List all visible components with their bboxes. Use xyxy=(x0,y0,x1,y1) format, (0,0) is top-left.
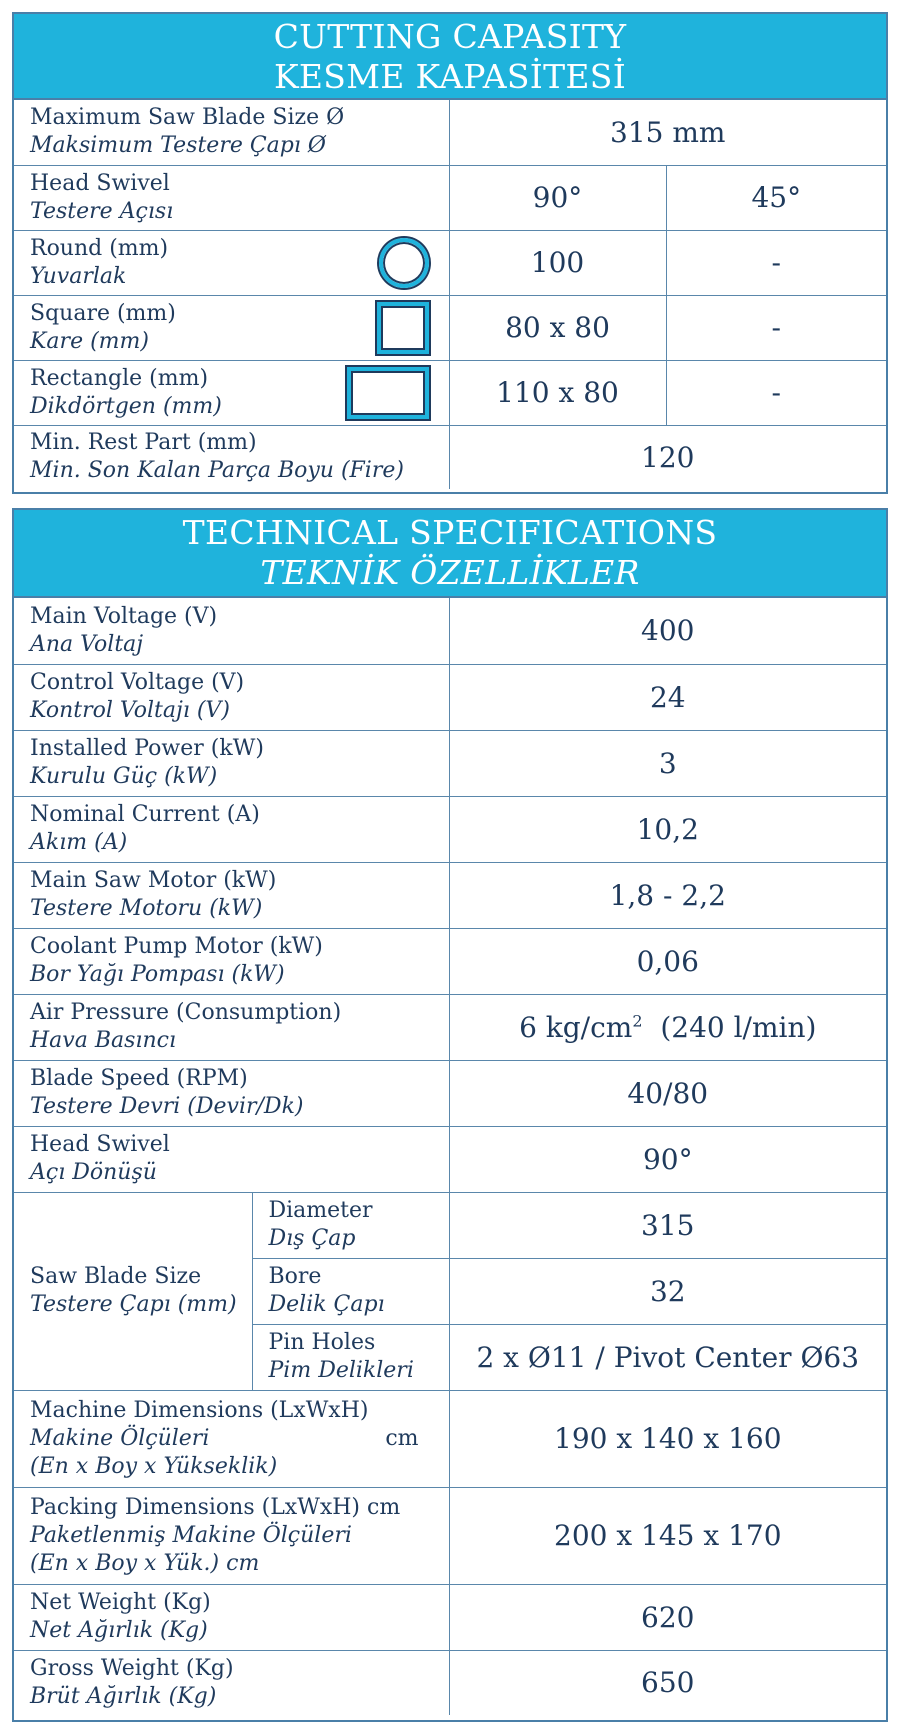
cutting-title-tr: KESME KAPASİTESİ xyxy=(273,57,627,96)
table-row xyxy=(14,1192,886,1258)
label-en: Rectangle (mm) xyxy=(30,365,209,391)
technical-title-tr: TEKNİK ÖZELLİKLER xyxy=(260,553,640,592)
table-row xyxy=(14,100,886,165)
table-row xyxy=(14,1650,886,1715)
spec-value: 315 xyxy=(449,1192,886,1258)
spec-value: 2 x Ø11 / Pivot Center Ø63 xyxy=(449,1324,886,1390)
label-en: Gross Weight (Kg) xyxy=(30,1655,234,1681)
spec-label xyxy=(14,796,449,862)
spec-label xyxy=(14,1650,449,1715)
value-45: - xyxy=(666,230,886,295)
value-90: 80 x 80 xyxy=(449,295,666,360)
label-en: Round (mm) xyxy=(30,235,169,261)
label-en: Main Saw Motor (kW) xyxy=(30,868,277,893)
label-tr: Makine Ölçüleri xyxy=(30,1425,210,1451)
label-en: Packing Dimensions (LxWxH) cm xyxy=(30,1494,401,1520)
label-tr: Bor Yağı Pompası (kW) xyxy=(30,962,285,987)
spec-label xyxy=(14,862,449,928)
table-row xyxy=(14,928,886,994)
table-row xyxy=(14,796,886,862)
label-tr: Yuvarlak xyxy=(30,263,127,289)
label-tr: Dikdörtgen (mm) xyxy=(30,393,222,419)
sub-label xyxy=(252,1192,449,1258)
spec-value: 90° xyxy=(449,1126,886,1192)
label-tr: Delik Çapı xyxy=(268,1292,385,1317)
spec-value: 400 xyxy=(449,598,886,664)
spec-label xyxy=(14,100,449,165)
table-row xyxy=(14,1584,886,1650)
spec-value: 24 xyxy=(449,664,886,730)
label-en: Maximum Saw Blade Size Ø xyxy=(30,105,345,131)
spec-value: 190 x 140 x 160 xyxy=(449,1390,886,1487)
sub-label xyxy=(252,1324,449,1390)
table-row xyxy=(14,994,886,1060)
label-tr: Kare (mm) xyxy=(30,328,149,354)
spec-value: 650 xyxy=(449,1650,886,1715)
technical-specifications-header xyxy=(14,510,886,598)
label-tr: Paketlenmiş Makine Ölçüleri xyxy=(30,1522,352,1548)
label-tr: (En x Boy x Yükseklik) xyxy=(30,1453,278,1479)
table-row xyxy=(14,425,886,489)
label-en: Control Voltage (V) xyxy=(30,670,245,695)
label-tr: Kurulu Güç (kW) xyxy=(30,764,218,789)
spec-label xyxy=(14,730,449,796)
label-tr: Maksimum Testere Çapı Ø xyxy=(30,133,326,159)
label-en: Coolant Pump Motor (kW) xyxy=(30,934,323,959)
label-en: Blade Speed (RPM) xyxy=(30,1066,248,1091)
cutting-title-en: CUTTING CAPASITY xyxy=(273,17,627,56)
spec-label xyxy=(14,295,449,360)
cutting-capacity-panel xyxy=(12,12,888,494)
value-superscript: 2 xyxy=(632,1011,643,1031)
spec-label xyxy=(14,1487,449,1584)
value-45: - xyxy=(666,360,886,425)
label-tr: Testere Devri (Devir/Dk) xyxy=(30,1094,304,1119)
label-tr: Min. Son Kalan Parça Boyu (Fire) xyxy=(30,458,404,484)
label-tr: Açı Dönüşü xyxy=(30,1160,157,1185)
spec-label xyxy=(14,994,449,1060)
spec-label xyxy=(14,165,449,230)
label-tr: Brüt Ağırlık (Kg) xyxy=(30,1683,217,1709)
unit-label: cm xyxy=(385,1425,419,1451)
spec-label xyxy=(14,664,449,730)
technical-specifications-panel xyxy=(12,508,888,1722)
value-90: 100 xyxy=(449,230,666,295)
label-en: Head Swivel xyxy=(30,170,170,196)
table-row xyxy=(14,598,886,664)
label-tr: Ana Voltaj xyxy=(30,631,144,657)
table-row xyxy=(14,730,886,796)
cutting-capacity-table xyxy=(14,100,886,489)
label-tr: Testere Motoru (kW) xyxy=(30,896,263,921)
spec-value: 40/80 xyxy=(449,1060,886,1126)
sub-label xyxy=(252,1258,449,1324)
spec-value: 3 xyxy=(449,730,886,796)
angle-45-header: 45° xyxy=(666,165,886,230)
label-en: Main Voltage (V) xyxy=(30,603,218,629)
label-en: Bore xyxy=(268,1264,322,1289)
table-row xyxy=(14,1060,886,1126)
label-en: Square (mm) xyxy=(30,300,176,326)
spec-label xyxy=(14,598,449,664)
spec-value: 10,2 xyxy=(449,796,886,862)
table-row xyxy=(14,664,886,730)
table-row xyxy=(14,360,886,425)
label-tr: Akım (A) xyxy=(30,830,128,855)
label-tr: Dış Çap xyxy=(268,1226,356,1251)
table-row xyxy=(14,862,886,928)
spec-value: 200 x 145 x 170 xyxy=(449,1487,886,1584)
label-en: Saw Blade Size xyxy=(30,1264,202,1289)
label-en: Machine Dimensions (LxWxH) xyxy=(30,1397,369,1423)
spec-value: 0,06 xyxy=(449,928,886,994)
label-en: Diameter xyxy=(268,1198,373,1223)
label-tr: Pim Delikleri xyxy=(268,1358,414,1383)
cutting-capacity-header xyxy=(14,14,886,100)
label-en: Air Pressure (Consumption) xyxy=(30,1000,342,1025)
table-row xyxy=(14,1126,886,1192)
label-tr: Kontrol Voltajı (V) xyxy=(30,698,230,723)
table-row xyxy=(14,165,886,230)
technical-specifications-table xyxy=(14,598,886,1715)
label-tr: Testere Açısı xyxy=(30,198,174,224)
spec-label xyxy=(14,1584,449,1650)
circle-icon xyxy=(379,238,429,288)
spec-value: 32 xyxy=(449,1258,886,1324)
label-en: Min. Rest Part (mm) xyxy=(30,430,257,456)
label-tr: Testere Çapı (mm) xyxy=(30,1292,237,1317)
label-tr: Hava Basıncı xyxy=(30,1028,176,1053)
label-tr: (En x Boy x Yük.) cm xyxy=(30,1550,260,1576)
label-en: Installed Power (kW) xyxy=(30,736,264,761)
spec-label xyxy=(14,360,449,425)
spec-value: 620 xyxy=(449,1584,886,1650)
table-row xyxy=(14,295,886,360)
label-en: Pin Holes xyxy=(268,1330,376,1355)
technical-title-en: TECHNICAL SPECIFICATIONS xyxy=(182,513,718,552)
value-part: (240 l/min) xyxy=(642,1010,817,1044)
value-part: 6 kg/cm xyxy=(519,1010,633,1044)
spec-label xyxy=(14,928,449,994)
rectangle-icon xyxy=(347,367,429,419)
value-45: - xyxy=(666,295,886,360)
spec-label xyxy=(14,230,449,295)
spec-label xyxy=(14,1126,449,1192)
label-en: Nominal Current (A) xyxy=(30,802,260,827)
spec-label xyxy=(14,1060,449,1126)
spec-label xyxy=(14,1390,449,1487)
table-row xyxy=(14,230,886,295)
spec-value: 120 xyxy=(449,425,886,489)
label-tr: Net Ağırlık (Kg) xyxy=(30,1618,208,1643)
angle-90-header: 90° xyxy=(449,165,666,230)
spec-value: 1,8 - 2,2 xyxy=(449,862,886,928)
table-row xyxy=(14,1390,886,1487)
spec-label xyxy=(14,425,449,489)
label-en: Net Weight (Kg) xyxy=(30,1590,211,1615)
spec-value: 315 mm xyxy=(449,100,886,165)
saw-blade-label xyxy=(14,1192,252,1390)
spec-value xyxy=(449,994,886,1060)
label-en: Head Swivel xyxy=(30,1132,170,1157)
value-90: 110 x 80 xyxy=(449,360,666,425)
square-icon xyxy=(377,302,429,354)
table-row xyxy=(14,1487,886,1584)
